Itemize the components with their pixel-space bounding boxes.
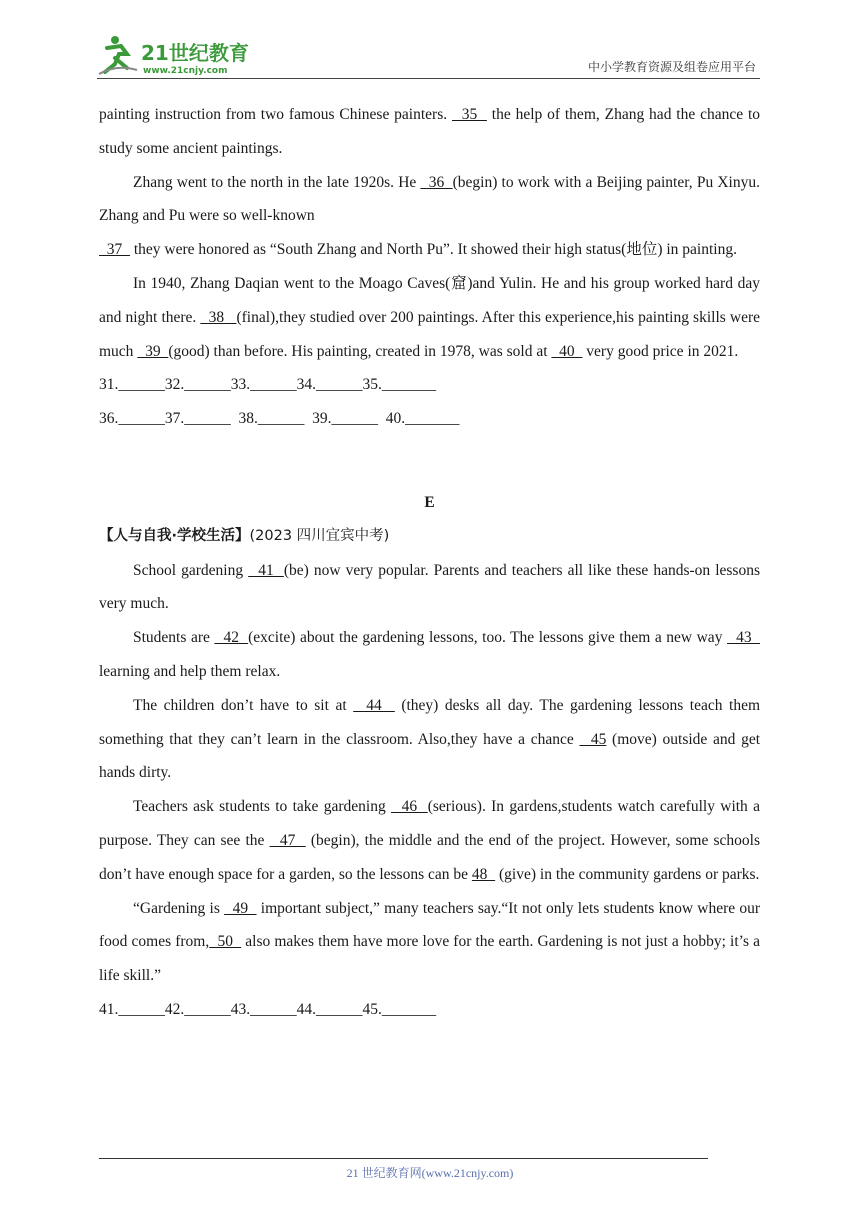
d-paragraph-4: In 1940, Zhang Daqian went to the Moago Caves(窟)and Yulin. He and his group worked hard day and night there. 38 (final),they studied over 200 paintings. After this experience,his painting skills were much 39 (good) than before. His painting, created in 1978, was sold at 40 very good price in 2021. [99,274,760,360]
d-paragraph-1: painting instruction from two famous Chinese painters. 35 the help of them, Zhang had the chance to study some ancient paintings. [99,106,761,157]
e-paragraph-2: Students are 42 (excite) about the gardening lessons, too. The lessons give them a new way 43 learning and help them relax. [99,629,760,680]
blank-50: 50 [209,933,242,951]
logo-url: www.21cnjy.com [143,66,228,76]
page-header [97,34,760,79]
blank-35: 35 [451,106,487,123]
section-tag: 【人与自我·学校生活】(2023 四川宜宾中考) [99,527,390,544]
runner-icon [99,36,137,74]
logo [97,34,267,76]
blank-36: 36 [420,173,453,191]
section-title-e: E [424,493,435,511]
blank-37: 37 [99,241,130,259]
blank-44: 44 [353,696,395,714]
e-paragraph-5: “Gardening is 49 important subject,” many teachers say.“It not only lets students know where our food comes from, 50 also makes them have more love for the earth. Gardening is not just a hobby; it’s a life skill.” [99,899,761,985]
blank-38: 38 [200,308,237,326]
e-paragraph-3: The children don’t have to sit at 44 (they) desks all day. The gardening lessons teach them something that they can’t learn in the classroom. Also,they have a chance 45 (move) outside and get hands dirty. [99,696,761,782]
blank-46: 46 [391,798,428,816]
footer-divider [99,1158,708,1159]
e-paragraph-1: School gardening 41 (be) now very popular. Parents and teachers all like these hands-on lessons very much. [99,561,760,613]
blank-48: 48 [471,865,496,883]
blank-42: 42 [214,629,249,647]
answer-line-31-35: 31.______32.______33.______34.______35._______ [99,376,437,394]
blank-47: 47 [269,831,306,849]
blank-41: 41 [248,561,284,579]
logo-text: 21世纪教育 [141,41,249,65]
d-paragraph-2: Zhang went to the north in the late 1920s. He 36 (begin) to work with a Beijing painter, Pu Xinyu. Zhang and Pu were so well-known [99,173,760,225]
blank-45: 45 [579,730,607,748]
e-paragraph-4: Teachers ask students to take gardening 46 (serious). In gardens,students watch carefully with a purpose. They can see the 47 (begin), the middle and the end of the project. However, some schools don’t have enough space for a garden, so the lessons can be 48 (give) in the community gardens or parks. [99,798,760,883]
blank-39: 39 [137,342,169,360]
blank-43: 43 [726,629,760,647]
page-footer: 21 世纪教育网(www.21cnjy.com) [346,1166,514,1180]
document-body [99,98,760,1027]
answer-line-41-45: 41.______42.______43.______44.______45._______ [99,1000,437,1018]
blank-49: 49 [224,899,257,917]
answer-line-36-40: 36.______37.______ 38.______ 39.______ 40._______ [99,410,460,428]
d-paragraph-3: 37 they were honored as “South Zhang and North Pu”. It showed their high status(地位) in painting. [99,241,737,259]
blank-40: 40 [551,342,583,360]
header-tagline: 中小学教育资源及组卷应用平台 [587,60,756,74]
